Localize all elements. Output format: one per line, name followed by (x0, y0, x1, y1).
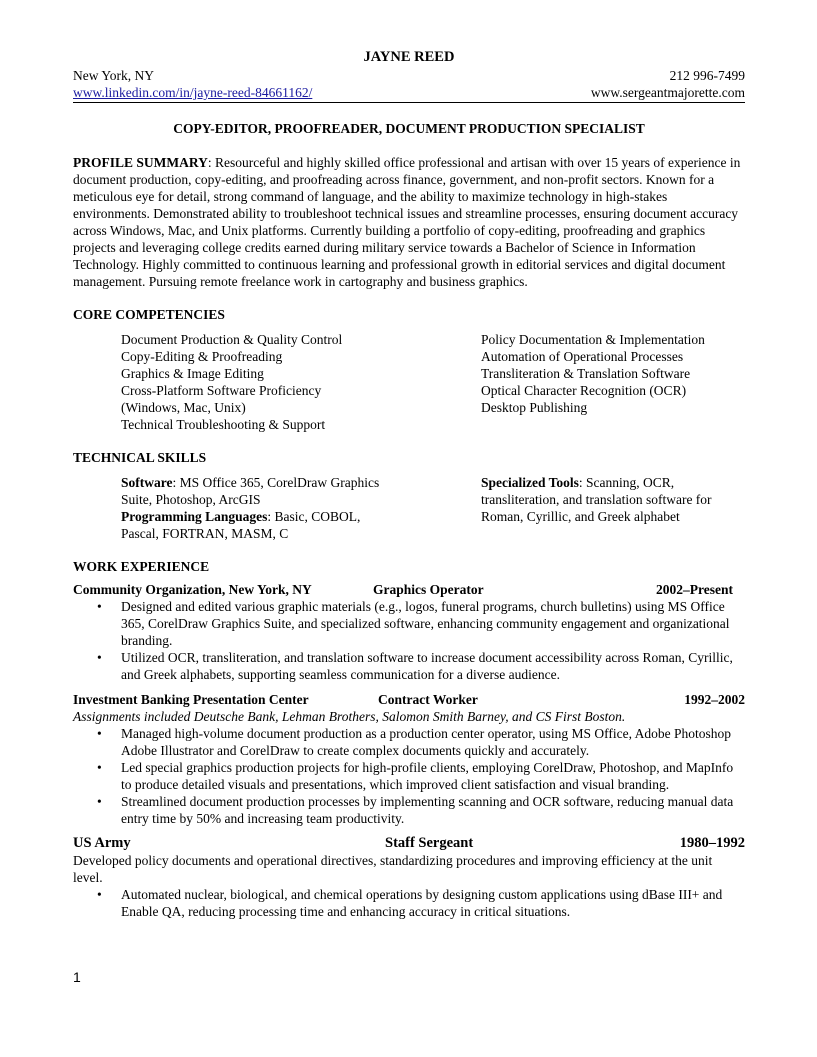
core-competencies-list (73, 331, 745, 433)
competency-item: Copy-Editing & Proofreading (121, 349, 283, 364)
job-bullets (73, 886, 745, 920)
contact-row-2 (73, 84, 745, 101)
tools-label: Specialized Tools (481, 475, 579, 490)
candidate-name: JAYNE REED (363, 49, 455, 65)
bullet-icon: • (97, 887, 102, 902)
bullet-icon: • (97, 599, 102, 614)
website: www.sergeantmajorette.com (590, 85, 745, 100)
list-item (73, 793, 745, 827)
job-role: Graphics Operator (373, 582, 484, 597)
competency-item: Automation of Operational Processes (481, 349, 684, 364)
competency-item: (Windows, Mac, Unix) (121, 400, 246, 415)
competency-item: Technical Troubleshooting & Support (121, 417, 326, 432)
competencies-right-column (481, 331, 745, 433)
list-item (73, 649, 745, 683)
job-role: Contract Worker (378, 692, 478, 707)
bullet-icon: • (97, 760, 102, 775)
job-dates: 2002–Present (656, 582, 733, 597)
bullet-text: Designed and edited various graphic materials (e.g., logos, funeral programs, church bulletins) using MS Office 365, CorelDraw Graphics Suite, and specialized software, enhancing community engagement and organizational branding. (121, 599, 730, 648)
phone: 212 996-7499 (669, 68, 745, 83)
job-description: Developed policy documents and operational directives, standardizing procedures and improving efficiency at the unit level. (73, 853, 713, 885)
tools-text: : Scanning, OCR, transliteration, and translation software for Roman, Cyrillic, and Greek alphabet (481, 475, 712, 524)
list-item (73, 759, 745, 793)
job-organization: Investment Banking Presentation Center (73, 692, 309, 707)
job-role: Staff Sergeant (385, 835, 474, 851)
job-bullets (73, 598, 745, 683)
work-experience-title: WORK EXPERIENCE (73, 559, 210, 574)
software-skills (121, 474, 385, 508)
profile-summary (73, 154, 745, 290)
competencies-left-column (121, 331, 481, 433)
job-dates: 1980–1992 (679, 835, 745, 851)
competency-item: Policy Documentation & Implementation (481, 332, 705, 347)
competency-item: Document Production & Quality Control (121, 332, 343, 347)
technical-left-column (121, 474, 385, 542)
competency-item: Desktop Publishing (481, 400, 588, 415)
location: New York, NY (73, 68, 155, 83)
bullet-text: Automated nuclear, biological, and chemical operations by designing custom applications using dBase III+ and Enable QA, reducing processing time and enhancing accuracy in critical situations. (121, 887, 723, 919)
software-label: Software (121, 475, 173, 490)
header-divider (73, 102, 745, 103)
list-item (73, 725, 745, 759)
bullet-text: Streamlined document production processes by implementing scanning and OCR software, reducing manual data entry time by 50% and increasing team productivity. (121, 794, 734, 826)
competency-item: Optical Character Recognition (OCR) (481, 383, 687, 398)
bullet-text: Managed high-volume document production as a production center operator, using MS Office, Adobe Photoshop Adobe Illustrator and CorelDraw to create complex documents quickly and accurately. (121, 726, 731, 758)
specialized-tools (481, 474, 745, 525)
resume-page (73, 48, 745, 920)
competency-item: Cross-Platform Software Proficiency (121, 383, 322, 398)
competency-item: Graphics & Image Editing (121, 366, 264, 381)
bullet-text: Utilized OCR, transliteration, and translation software to increase document accessibility across Roman, Cyrillic, and Greek alphabets, supporting seamless communication for a diverse audience. (121, 650, 733, 682)
list-item (73, 886, 745, 920)
summary-label: PROFILE SUMMARY (73, 155, 208, 170)
programming-label: Programming Languages (121, 509, 268, 524)
competency-item: Transliteration & Translation Software (481, 366, 691, 381)
job-header (73, 581, 745, 598)
page-number: 1 (73, 969, 81, 985)
technical-skills-title: TECHNICAL SKILLS (73, 450, 207, 465)
bullet-icon: • (97, 794, 102, 809)
software-text: : MS Office 365, CorelDraw Graphics Suite, Photoshop, ArcGIS (121, 475, 380, 507)
programming-skills (121, 508, 385, 542)
contact-row-1 (73, 67, 745, 84)
bullet-icon: • (97, 650, 102, 665)
technical-skills-list (73, 474, 745, 542)
job-header (73, 835, 745, 852)
job-organization: US Army (73, 835, 131, 851)
job-organization: Community Organization, New York, NY (73, 582, 312, 597)
job-bullets (73, 725, 745, 827)
bullet-text: Led special graphics production projects for high-profile clients, employing CorelDraw, Photoshop, and MapInfo to produce detailed visuals and presentations, which improved client satisfaction and visual branding. (121, 760, 734, 792)
programming-text: : Basic, COBOL, Pascal, FORTRAN, MASM, C (121, 509, 361, 541)
bullet-icon: • (97, 726, 102, 741)
list-item (73, 598, 745, 649)
headline: COPY-EDITOR, PROOFREADER, DOCUMENT PRODUCTION SPECIALIST (173, 121, 645, 136)
job-dates: 1992–2002 (684, 692, 745, 707)
technical-right-column (481, 474, 745, 542)
core-competencies-title: CORE COMPETENCIES (73, 307, 225, 322)
job-note: Assignments included Deutsche Bank, Lehman Brothers, Salomon Smith Barney, and CS First Boston. (73, 709, 626, 724)
job-header (73, 691, 745, 708)
summary-text: : Resourceful and highly skilled office professional and artisan with over 15 years of experience in document production, copy-editing, and proofreading across finance, government, and non-profit sectors. Known for a meticulous eye for detail, strong command of language, and the ability to maximize technology in high-stakes environments. Demonstrated ability to troubleshoot technical issues and streamline processes, ensuring document accuracy across Windows, Mac, and Unix platforms. Currently building a portfolio of copy-editing, proofreading and graphics projects and leveraging college credits earned during military service towards a Bachelor of Science in Information Technology. Highly committed to continuous learning and professional growth in editorial services and digital document management. Pursuing remote freelance work in cartography and business graphics. (73, 155, 741, 289)
linkedin-link[interactable]: www.linkedin.com/in/jayne-reed-84661162/ (73, 85, 313, 100)
